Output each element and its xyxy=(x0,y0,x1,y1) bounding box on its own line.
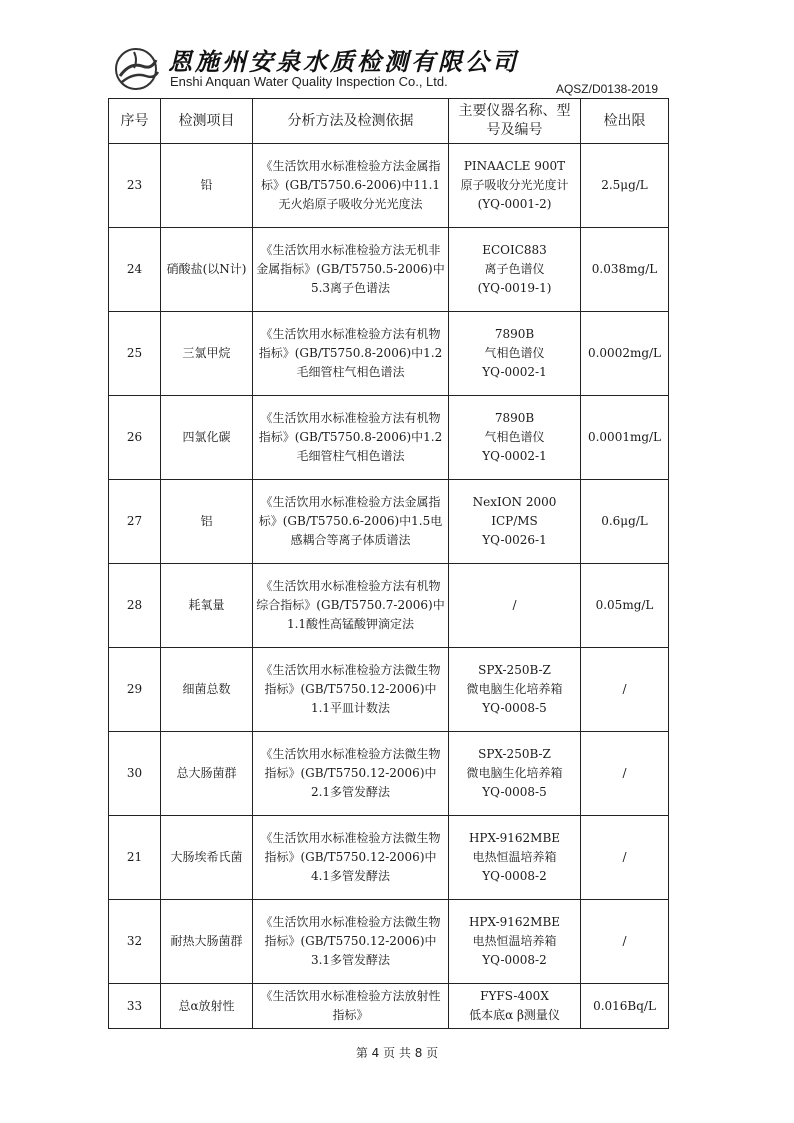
cell-limit: 0.038mg/L xyxy=(581,228,669,312)
cell-limit: / xyxy=(581,816,669,900)
cell-item: 耗氧量 xyxy=(161,564,253,648)
inspection-methods-table xyxy=(108,98,669,1029)
page-number: 第 4 页 共 8 页 xyxy=(355,1046,439,1060)
cell-item: 铝 xyxy=(161,480,253,564)
cell-item: 耐热大肠菌群 xyxy=(161,900,253,984)
column-header-instrument xyxy=(449,99,581,144)
cell-no: 25 xyxy=(109,312,161,396)
cell-limit: 0.016Bq/L xyxy=(581,984,669,1029)
table-row xyxy=(109,144,669,228)
cell-method: 《生活饮用水标准检验方法放射性指标》 xyxy=(253,984,449,1029)
company-name-cn: 恩施州安泉水质检测有限公司 xyxy=(168,48,519,76)
column-header-no: 序号 xyxy=(109,99,161,144)
table-row xyxy=(109,900,669,984)
cell-instrument: HPX-9162MBE 电热恒温培养箱 YQ-0008-2 xyxy=(449,816,581,900)
cell-limit: / xyxy=(581,648,669,732)
table-row xyxy=(109,564,669,648)
table-row xyxy=(109,312,669,396)
cell-method: 《生活饮用水标准检验方法无机非金属指标》(GB/T5750.5-2006)中5.3离子色谱法 xyxy=(253,228,449,312)
cell-instrument: SPX-250B-Z 微电脑生化培养箱 YQ-0008-5 xyxy=(449,732,581,816)
cell-instrument: / xyxy=(449,564,581,648)
table-row xyxy=(109,396,669,480)
cell-instrument: SPX-250B-Z 微电脑生化培养箱 YQ-0008-5 xyxy=(449,648,581,732)
cell-instrument: 7890B 气相色谱仪 YQ-0002-1 xyxy=(449,396,581,480)
cell-limit: 0.0002mg/L xyxy=(581,312,669,396)
cell-method: 《生活饮用水标准检验方法有机物综合指标》(GB/T5750.7-2006)中1.1酸性高锰酸钾滴定法 xyxy=(253,564,449,648)
cell-item: 铅 xyxy=(161,144,253,228)
cell-method: 《生活饮用水标准检验方法微生物指标》(GB/T5750.12-2006)中3.1多管发酵法 xyxy=(253,900,449,984)
cell-no: 21 xyxy=(109,816,161,900)
cell-item: 大肠埃希氏菌 xyxy=(161,816,253,900)
table-row xyxy=(109,984,669,1029)
table-row xyxy=(109,228,669,312)
cell-item: 硝酸盐(以N计) xyxy=(161,228,253,312)
cell-item: 总大肠菌群 xyxy=(161,732,253,816)
cell-item: 细菌总数 xyxy=(161,648,253,732)
cell-item: 三氯甲烷 xyxy=(161,312,253,396)
cell-method: 《生活饮用水标准检验方法微生物指标》(GB/T5750.12-2006)中2.1多管发酵法 xyxy=(253,732,449,816)
cell-no: 32 xyxy=(109,900,161,984)
cell-instrument: FYFS-400X 低本底α β测量仪 xyxy=(449,984,581,1029)
cell-no: 27 xyxy=(109,480,161,564)
cell-limit: / xyxy=(581,732,669,816)
cell-limit: 0.0001mg/L xyxy=(581,396,669,480)
cell-method: 《生活饮用水标准检验方法金属指标》(GB/T5750.6-2006)中11.1无火焰原子吸收分光光度法 xyxy=(253,144,449,228)
cell-method: 《生活饮用水标准检验方法微生物指标》(GB/T5750.12-2006)中4.1多管发酵法 xyxy=(253,816,449,900)
cell-item: 四氯化碳 xyxy=(161,396,253,480)
column-header-method: 分析方法及检测依据 xyxy=(253,99,449,144)
cell-instrument: NexION 2000 ICP/MS YQ-0026-1 xyxy=(449,480,581,564)
cell-no: 26 xyxy=(109,396,161,480)
cell-instrument: 7890B 气相色谱仪 YQ-0002-1 xyxy=(449,312,581,396)
table-header-row xyxy=(109,99,669,144)
cell-no: 28 xyxy=(109,564,161,648)
column-header-limit: 检出限 xyxy=(581,99,669,144)
cell-item: 总α放射性 xyxy=(161,984,253,1029)
cell-limit: / xyxy=(581,900,669,984)
cell-limit: 0.6μg/L xyxy=(581,480,669,564)
table-row xyxy=(109,732,669,816)
cell-method: 《生活饮用水标准检验方法有机物指标》(GB/T5750.8-2006)中1.2毛细管柱气相色谱法 xyxy=(253,312,449,396)
cell-method: 《生活饮用水标准检验方法有机物指标》(GB/T5750.8-2006)中1.2毛细管柱气相色谱法 xyxy=(253,396,449,480)
table-row xyxy=(109,480,669,564)
cell-no: 30 xyxy=(109,732,161,816)
cell-no: 24 xyxy=(109,228,161,312)
cell-instrument: HPX-9162MBE 电热恒温培养箱 YQ-0008-2 xyxy=(449,900,581,984)
document-number: AQSZ/D0138-2019 xyxy=(555,82,658,96)
cell-instrument: PINAACLE 900T 原子吸收分光光度计 (YQ-0001-2) xyxy=(449,144,581,228)
cell-limit: 0.05mg/L xyxy=(581,564,669,648)
column-header-instrument-label: 主要仪器名称、型号及编号 xyxy=(458,103,571,138)
table-row xyxy=(109,816,669,900)
cell-method: 《生活饮用水标准检验方法微生物指标》(GB/T5750.12-2006)中1.1平皿计数法 xyxy=(253,648,449,732)
cell-instrument: ECOIC883 离子色谱仪 (YQ-0019-1) xyxy=(449,228,581,312)
cell-no: 33 xyxy=(109,984,161,1029)
company-logo-icon xyxy=(112,46,162,92)
cell-no: 23 xyxy=(109,144,161,228)
cell-no: 29 xyxy=(109,648,161,732)
company-name-en: Enshi Anquan Water Quality Inspection Co., Ltd. xyxy=(170,74,448,89)
column-header-item: 检测项目 xyxy=(161,99,253,144)
table-row xyxy=(109,648,669,732)
cell-limit: 2.5μg/L xyxy=(581,144,669,228)
cell-method: 《生活饮用水标准检验方法金属指标》(GB/T5750.6-2006)中1.5电感耦合等离子体质谱法 xyxy=(253,480,449,564)
